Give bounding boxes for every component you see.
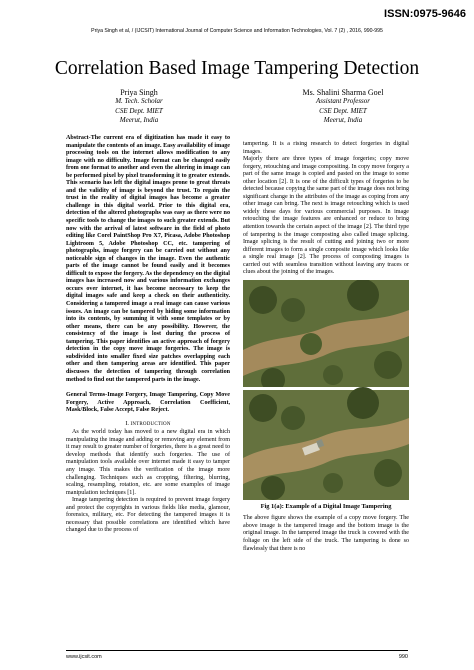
author-place: Meerut, India [323, 115, 363, 124]
aerial-photo-illustration [243, 280, 409, 500]
forgery-types-paragraph: Majorly there are three types of image forgeries; copy move forgery, retouching and image compositing. In copy move forgery a part of the same image is copied and pasted on the image to some other location [2]. It is one of the difficult types of forgeries to be detected because copying the same part of the image does not bring significant change in the attributes of the image as coping from any other image can bring. The next is image retouching which is used widely these days for various commercial purposes. In image retouching the image features are enhanced or reduce to bring attention towards the certain aspect of the image [2]. The third type of tampering is the image composting also called image splicing. Image splicing is the result of cutting and joining two or more different images to form a single composite image which looks like a single real image [2]. The process of composting images is carried out with seamless transition without leaving any traces or clues about the joining of the images. [243, 156, 409, 276]
author-role: Assistant Professor [316, 97, 370, 106]
section-title: INTRODUCTION [130, 421, 171, 427]
footer-url: www.ijcsit.com [66, 654, 102, 660]
left-column [66, 135, 230, 535]
figure-caption: Fig 1(a): Example of a Digital Image Tampering [260, 502, 392, 510]
author-block-1 [54, 88, 224, 125]
intro-paragraph-2: Image tampering detection is required to prevent image forgery and protect the copyrights in various fields like media, glamour, forensics, military, etc. For detecting the tampered images it is necessary that possible correlations are identified which have changed due to the process of [66, 497, 230, 534]
footer-divider [66, 650, 408, 651]
running-head: Priya Singh et al, / (IJCSIT) International Journal of Computer Science and Information Technologies, Vol. 7 (2) , 2016, 990-995 [91, 28, 383, 34]
right-column [243, 141, 409, 553]
author-dept: CSE Dept. MIET [115, 106, 163, 115]
page-number: 990 [398, 654, 408, 660]
tampering-example-figure [243, 280, 409, 500]
intro-paragraph-1: As the world today has moved to a new digital era in which manipulating the image and adding or removing any element from it may result to greater number of forgeries, there is a great need to develop methods that identify such forgeries. The use of manipulation tools available over internet made it easy to tamper any image. This makes the verification of the image more challenging. Techniques such as cropping, filtering, blurring, scaling, resampling, rotation, etc. are some examples of image manipulation techniques [1]. [66, 429, 230, 496]
paper-title: Correlation Based Image Tampering Detection [54, 58, 420, 79]
author-dept: CSE Dept. MIET [319, 106, 367, 115]
author-place: Meerut, India [119, 115, 159, 124]
abstract: Abstract-The current era of digitization has made it easy to manipulate the contents of an image. Easy availability of image processing tools on the internet allows modification to any image with no difficulty. Image format can be changed easily from one format to another and even the altering in image can be performed pixel by pixel transforming it to greater extends. This scenario has left the digital images prone to great threats and the validity of image is beyond the trust. To regain the trust in the reality of digital images has become a greater challenge in this digital world. Prior to this digital era, detection of the altered photographs was easy as there were no specific tools to change the images to such greater extends. But now with the arrival of latest software in the field of photo editing like Corel PaintShop Pro X7, Picasa, Adobe Photoshop Lightroom 5, Adobe Photoshop CC, etc. tampering of photographs, image forgery can be carried out without any noticeable sign of changes in the image. Even the authentic parts of the image cannot be found easily and it becomes difficult to expose the forgery. As the dependency on the digital images has increased now and various information exchanges occurs over internet, it has become necessary to keep the digital images safe and keep a check on their authenticity. Considering a tampered image a real image can cause various issues. An image can be tampered by hiding some information into its contents, by summing it with some templates or by other means, there can be any possibility. However, the consistency of the image is lost during the process of tampering. This paper identifies an active approach of forgery detection in the copy move image forgeries. The image is subdivided into smaller fixed size patches overlapping each other and then tampering areas are identified. This paper discusses the detection of tampering through correlation method to find out the tampered parts in the image. [66, 135, 230, 383]
author-role: M. Tech. Scholar [115, 97, 163, 106]
section-heading [66, 421, 230, 429]
author-block-2 [258, 88, 428, 125]
section-number: I. [125, 420, 129, 427]
author-name: Priya Singh [120, 88, 158, 97]
continued-paragraph: tampering. It is a rising research to detect forgeries in digital images. [243, 141, 409, 155]
general-terms: General Terms-Image Forgery, Image Tampering, Copy Move Forgery, Active Approach, Correlation Coefficient, Mask/Block, False Accept, False Reject. [66, 392, 230, 414]
figure-explanation-paragraph: The above figure shows the example of a copy move forgery. The above image is the tampered image and the bottom image is the original image. In the tampered image the truck is covered with the foliage on the left side of the truck. The tampering is done so flawlessly that there is no [243, 515, 409, 552]
author-name: Ms. Shalini Sharma Goel [302, 88, 384, 97]
issn-label: ISSN:0975-9646 [384, 8, 466, 20]
